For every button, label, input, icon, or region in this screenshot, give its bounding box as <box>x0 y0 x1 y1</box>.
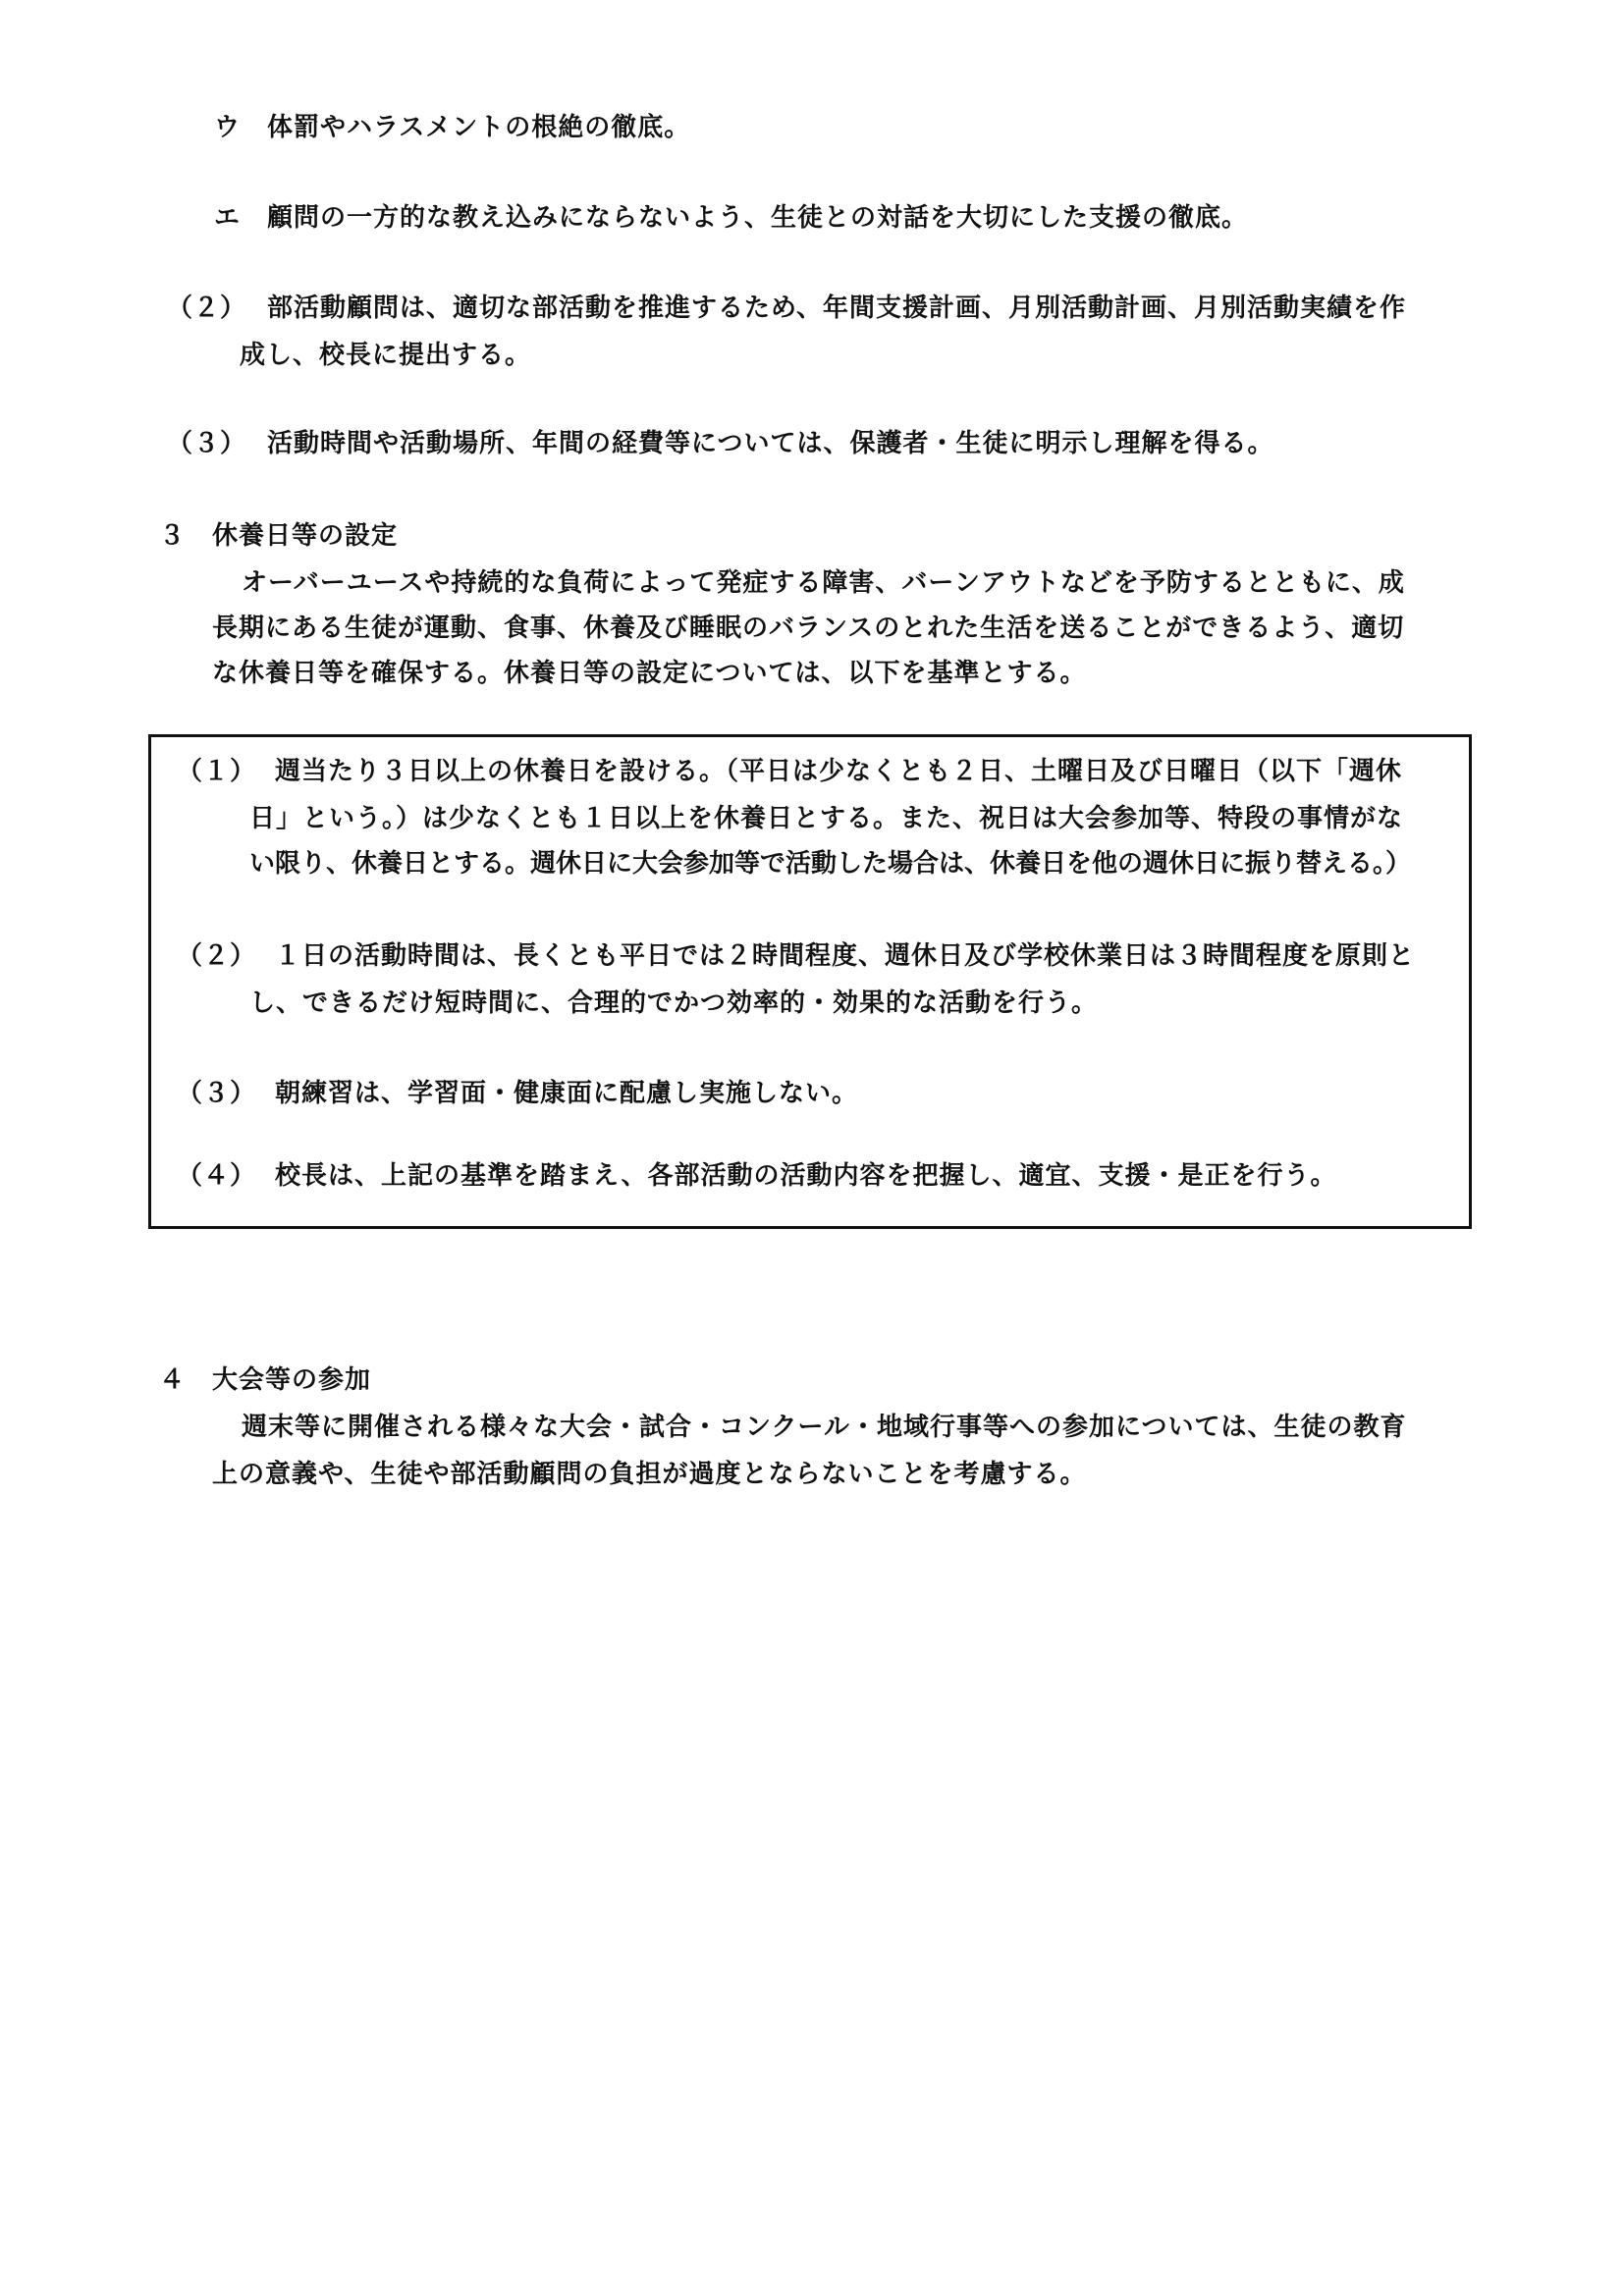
box-item-2-cont <box>249 984 1098 1023</box>
item-u-label: ウ <box>214 113 242 142</box>
item-p2-line1: 部活動顧問は、適切な部活動を推進するため、年間支援計画、月別活動計画、月別活動実績を作 <box>267 294 1406 323</box>
box-item-1-line1: 週当たり３日以上の休養日を設ける。（平日は少なくとも２日、土曜日及び日曜日（以下「週休 <box>275 757 1403 786</box>
section3-intro-line1: オーバーユースや持続的な負荷によって発症する障害、バーンアウトなどを予防するとともに、成 <box>242 568 1405 598</box>
item-p2-line2: 成し、校長に提出する。 <box>240 341 532 370</box>
section3-heading <box>159 516 398 556</box>
box-item-3 <box>177 1074 858 1113</box>
section3-intro-1 <box>242 563 1405 603</box>
section3-title: 休養日等の設定 <box>212 521 399 551</box>
box-item-2-label: （２） <box>177 941 257 971</box>
item-p2-cont <box>240 336 531 375</box>
item-u <box>214 108 690 147</box>
item-p3-text: 活動時間や活動場所、年間の経費等については、保護者・生徒に明示し理解を得る。 <box>267 429 1274 458</box>
section3-intro-3 <box>212 654 1086 693</box>
box-item-1 <box>177 752 1402 791</box>
section4-line1: 週末等に開催される様々な大会・試合・コンクール・地域行事等への参加については、生徒の教育 <box>242 1413 1407 1442</box>
section4-body-2 <box>212 1455 1086 1494</box>
item-e <box>214 198 1248 238</box>
section3-intro-line3: な休養日等を確保する。休養日等の設定については、以下を基準とする。 <box>212 659 1087 688</box>
box-item-3-label: （３） <box>177 1079 257 1108</box>
section4-line2: 上の意義や、生徒や部活動顧問の負担が過度とならないことを考慮する。 <box>212 1460 1087 1489</box>
item-e-label: エ <box>214 203 242 233</box>
section3-intro-line2: 長期にある生徒が運動、食事、休養及び睡眠のバランスのとれた生活を送ることができるよう、適切 <box>212 614 1405 643</box>
box-item-1-cont-b <box>249 844 1411 883</box>
box-item-2-line1: １日の活動時間は、長くとも平日では２時間程度、週休日及び学校休業日は３時間程度を原則と <box>275 941 1416 971</box>
box-item-1-cont-a <box>249 799 1403 838</box>
box-item-4 <box>177 1156 1337 1196</box>
box-item-2-line2: し、できるだけ短時間に、合理的でかつ効率的・効果的な活動を行う。 <box>249 988 1099 1018</box>
item-u-text: 体罰やハラスメントの根絶の徹底。 <box>267 113 691 142</box>
box-item-1-line3: い限り、休養日とする。週休日に大会参加等で活動した場合は、休養日を他の週休日に振り替える。） <box>249 849 1412 879</box>
item-e-text: 顧問の一方的な教え込みにならないよう、生徒との対話を大切にした支援の徹底。 <box>267 203 1249 233</box>
section3-number: ３ <box>159 521 187 551</box>
box-item-3-text: 朝練習は、学習面・健康面に配慮し実施しない。 <box>275 1079 859 1108</box>
box-item-4-label: （４） <box>177 1161 257 1191</box>
box-item-2 <box>177 936 1415 976</box>
box-item-1-label: （１） <box>177 757 257 786</box>
item-p3-label: （３） <box>167 429 247 458</box>
section4-number: ４ <box>159 1365 187 1395</box>
section3-intro-2 <box>212 609 1404 648</box>
section4-title: 大会等の参加 <box>212 1365 372 1395</box>
section4-body-1 <box>242 1408 1406 1447</box>
item-p3 <box>167 424 1273 463</box>
box-item-4-text: 校長は、上記の基準を踏まえ、各部活動の活動内容を把握し、適宜、支援・是正を行う。 <box>275 1161 1337 1191</box>
item-p2-label: （２） <box>167 294 247 323</box>
item-p2 <box>167 289 1406 328</box>
box-item-1-line2: 日」という。）は少なくとも１日以上を休養日とする。また、祝日は大会参加等、特段の事情がな <box>249 804 1404 833</box>
section4-heading <box>159 1361 371 1400</box>
